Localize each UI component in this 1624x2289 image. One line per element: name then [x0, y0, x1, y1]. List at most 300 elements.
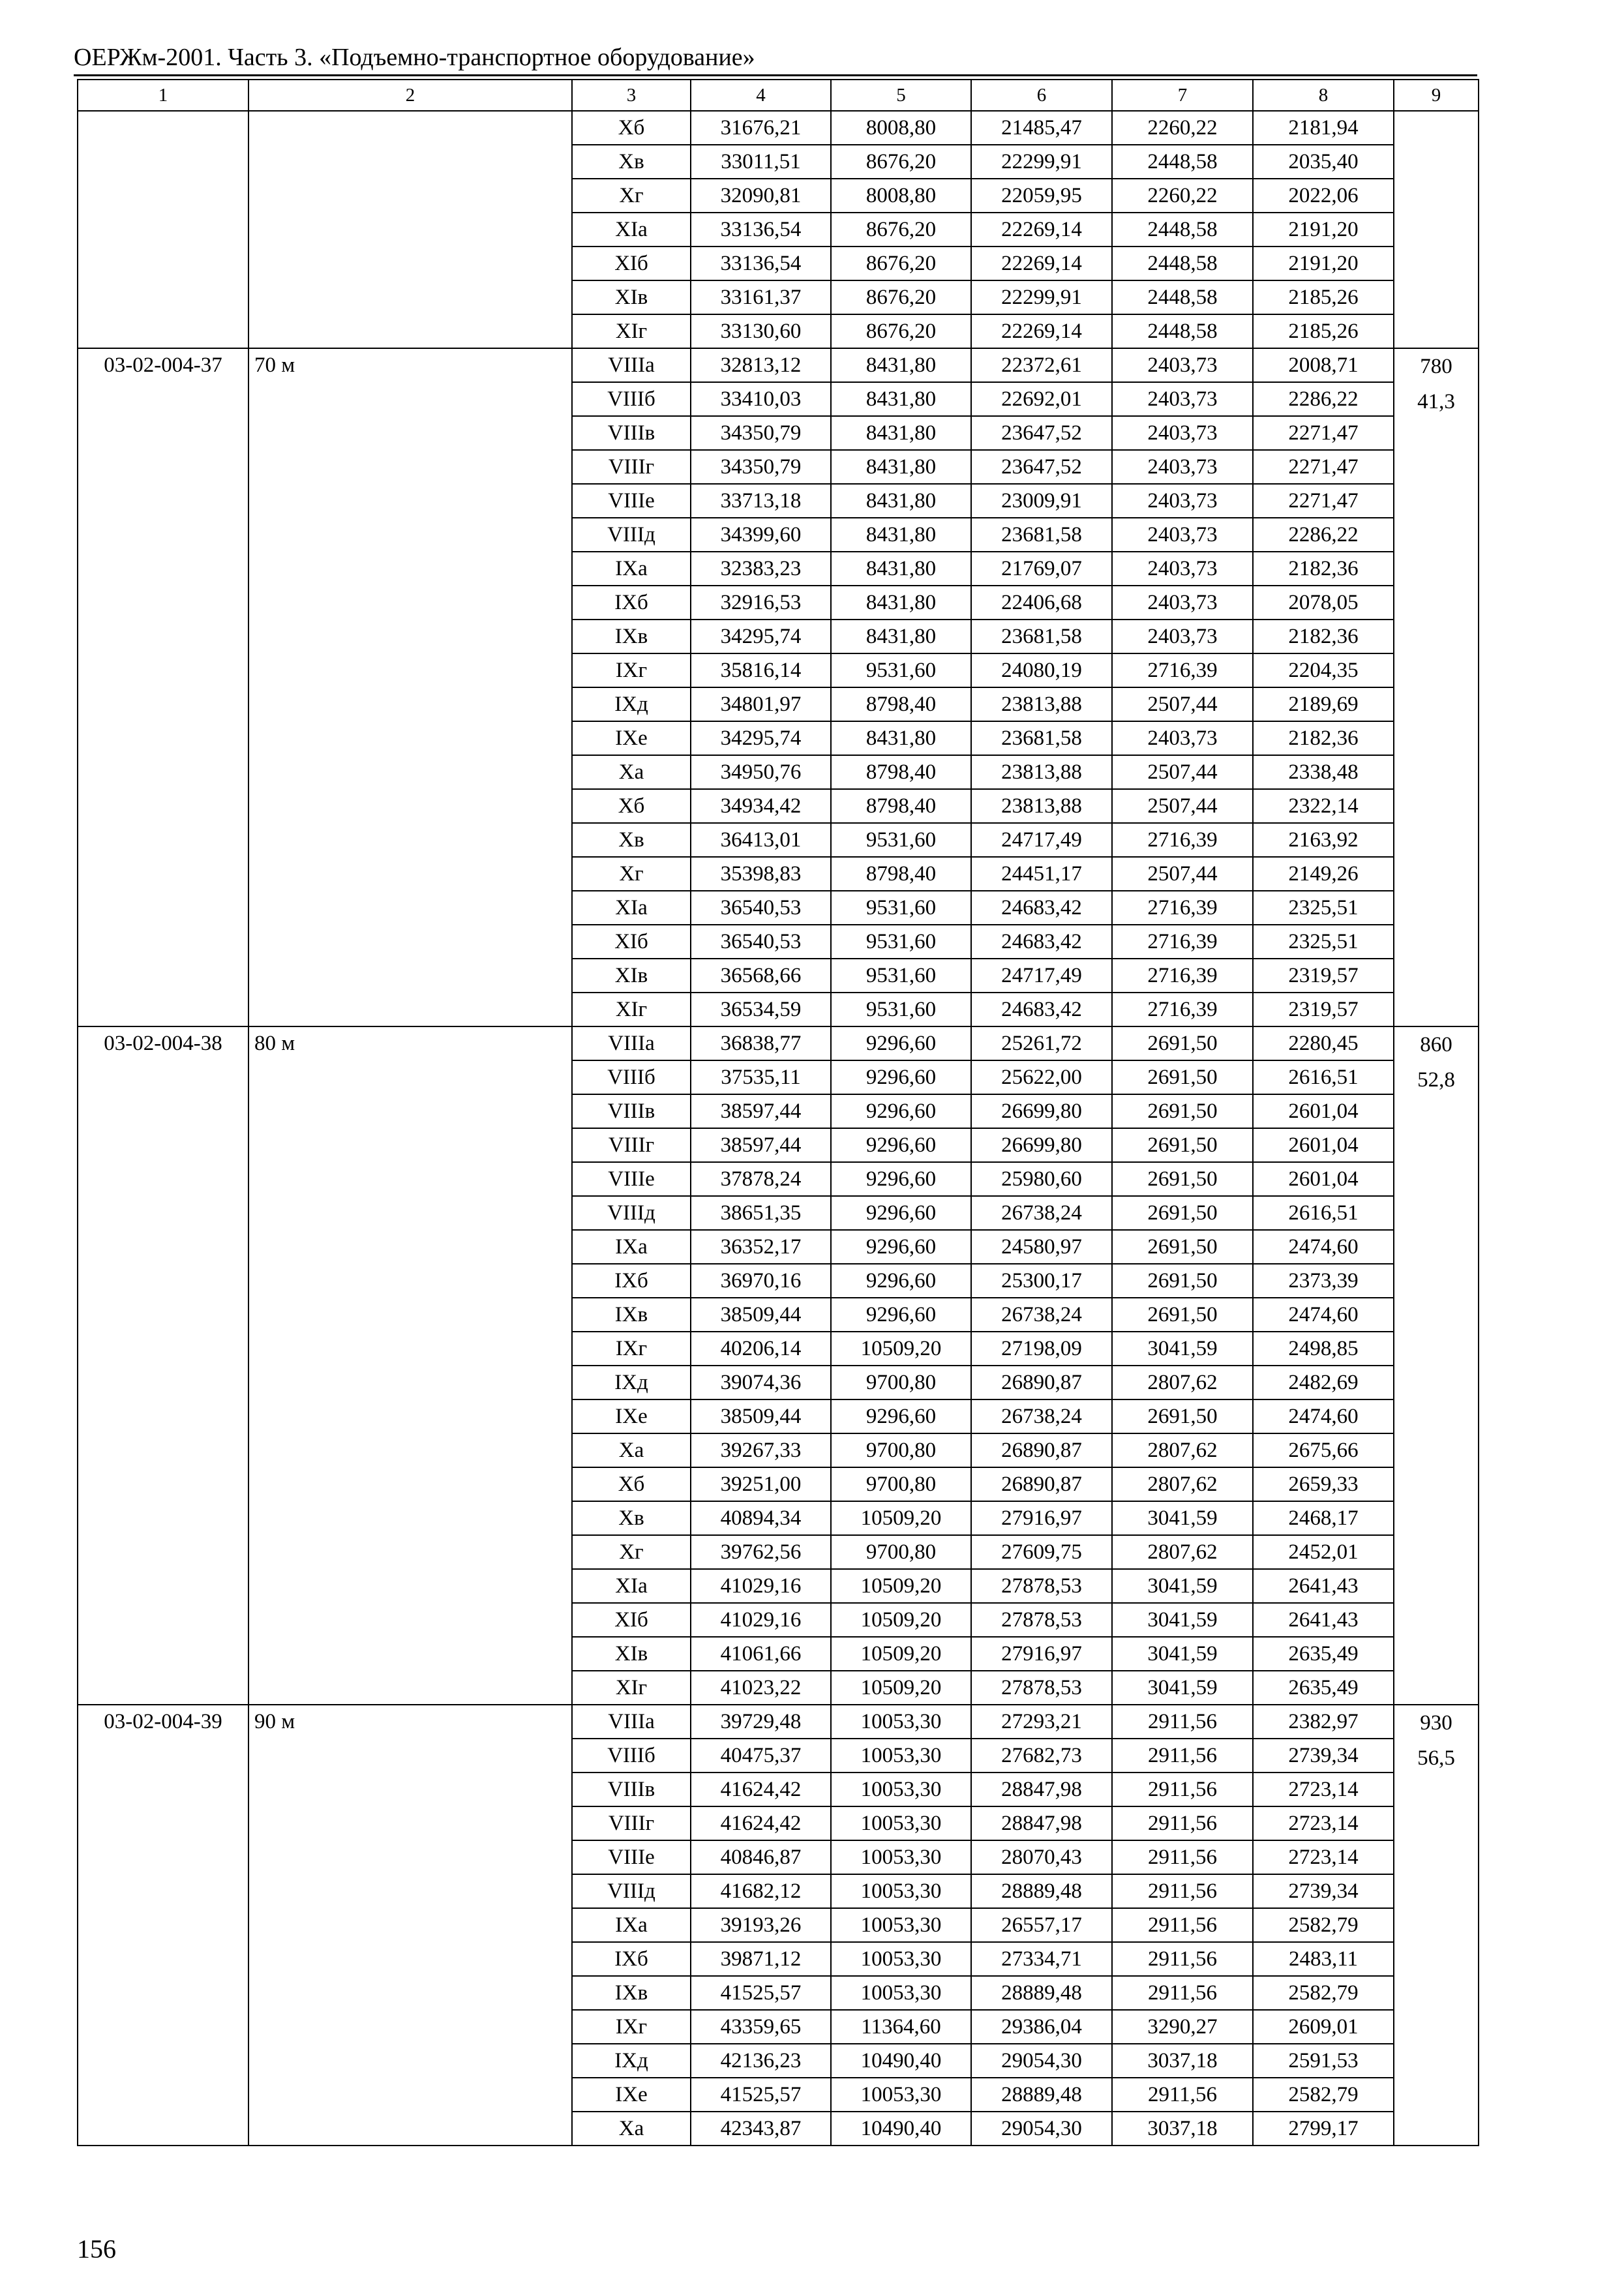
value-cell: 24683,42: [971, 993, 1112, 1026]
region-cell: IXг: [572, 1332, 691, 1366]
value-cell: 27916,97: [971, 1637, 1112, 1671]
value-cell: 41023,22: [691, 1671, 831, 1705]
region-cell: IXа: [572, 1908, 691, 1942]
value-cell: 2911,56: [1112, 1874, 1253, 1908]
value-cell: 28889,48: [971, 1976, 1112, 2010]
region-cell: VIIIд: [572, 1196, 691, 1230]
region-cell: IXд: [572, 1366, 691, 1399]
value-cell: 2452,01: [1253, 1535, 1394, 1569]
value-cell: 2403,73: [1112, 586, 1253, 620]
region-cell: XIб: [572, 925, 691, 959]
col9-cell: [1394, 348, 1479, 1026]
region-cell: VIIIг: [572, 450, 691, 484]
value-cell: 33130,60: [691, 314, 831, 348]
value-cell: 34350,79: [691, 416, 831, 450]
value-cell: 39251,00: [691, 1467, 831, 1501]
region-cell: IXе: [572, 721, 691, 755]
value-cell: 2403,73: [1112, 620, 1253, 653]
value-cell: 28889,48: [971, 1874, 1112, 1908]
region-cell: XIг: [572, 993, 691, 1026]
value-cell: 22692,01: [971, 382, 1112, 416]
param-cell: [248, 111, 572, 348]
column-number: 4: [691, 80, 831, 111]
value-cell: 41029,16: [691, 1603, 831, 1637]
value-cell: 42136,23: [691, 2044, 831, 2078]
col9-cell: [1394, 1026, 1479, 1705]
value-cell: 26890,87: [971, 1467, 1112, 1501]
value-cell: 3041,59: [1112, 1637, 1253, 1671]
value-cell: 8431,80: [831, 518, 971, 552]
value-cell: 2911,56: [1112, 1840, 1253, 1874]
value-cell: 33713,18: [691, 484, 831, 518]
value-cell: 2911,56: [1112, 1908, 1253, 1942]
value-cell: 34350,79: [691, 450, 831, 484]
value-cell: 9296,60: [831, 1162, 971, 1196]
value-cell: 9296,60: [831, 1264, 971, 1298]
value-cell: 21485,47: [971, 111, 1112, 145]
value-cell: 3290,27: [1112, 2010, 1253, 2044]
region-cell: VIIIе: [572, 484, 691, 518]
value-cell: 2635,49: [1253, 1671, 1394, 1705]
value-cell: 2448,58: [1112, 145, 1253, 179]
value-cell: 2483,11: [1253, 1942, 1394, 1976]
value-cell: 2373,39: [1253, 1264, 1394, 1298]
value-cell: 2723,14: [1253, 1806, 1394, 1840]
param-cell: 70 м: [248, 348, 572, 1026]
region-cell: VIIIе: [572, 1840, 691, 1874]
col9-value: 52,8: [1417, 1068, 1455, 1092]
value-cell: 2191,20: [1253, 213, 1394, 247]
value-cell: 2338,48: [1253, 755, 1394, 789]
value-cell: 24717,49: [971, 959, 1112, 993]
value-cell: 8676,20: [831, 145, 971, 179]
col9-stack: [1394, 1705, 1478, 1776]
region-cell: XIа: [572, 213, 691, 247]
value-cell: 39074,36: [691, 1366, 831, 1399]
value-cell: 2403,73: [1112, 450, 1253, 484]
col9-stack: [1394, 1027, 1478, 1098]
value-cell: 32090,81: [691, 179, 831, 213]
value-cell: 28070,43: [971, 1840, 1112, 1874]
value-cell: 29054,30: [971, 2044, 1112, 2078]
region-cell: Xв: [572, 145, 691, 179]
value-cell: 2641,43: [1253, 1603, 1394, 1637]
value-cell: 2716,39: [1112, 891, 1253, 925]
value-cell: 2807,62: [1112, 1467, 1253, 1501]
value-cell: 2149,26: [1253, 857, 1394, 891]
value-cell: 9531,60: [831, 993, 971, 1026]
region-cell: XIв: [572, 280, 691, 314]
region-cell: XIв: [572, 1637, 691, 1671]
value-cell: 38509,44: [691, 1399, 831, 1433]
value-cell: 2319,57: [1253, 993, 1394, 1026]
page-number: 156: [77, 2234, 116, 2264]
value-cell: 38651,35: [691, 1196, 831, 1230]
column-number: 8: [1253, 80, 1394, 111]
region-cell: XIг: [572, 1671, 691, 1705]
value-cell: 2641,43: [1253, 1569, 1394, 1603]
table-row: [78, 348, 1479, 382]
value-cell: 22269,14: [971, 314, 1112, 348]
region-cell: Xб: [572, 111, 691, 145]
value-cell: 34295,74: [691, 620, 831, 653]
value-cell: 22059,95: [971, 179, 1112, 213]
value-cell: 2286,22: [1253, 518, 1394, 552]
region-cell: VIIIг: [572, 1128, 691, 1162]
region-cell: XIа: [572, 1569, 691, 1603]
value-cell: 23009,91: [971, 484, 1112, 518]
value-cell: 28889,48: [971, 2078, 1112, 2112]
value-cell: 2507,44: [1112, 789, 1253, 823]
col9-value: 56,5: [1417, 1746, 1455, 1770]
value-cell: 25622,00: [971, 1060, 1112, 1094]
value-cell: 2911,56: [1112, 1773, 1253, 1806]
value-cell: 39267,33: [691, 1433, 831, 1467]
column-number: 7: [1112, 80, 1253, 111]
value-cell: 26738,24: [971, 1196, 1112, 1230]
table-body: [78, 80, 1479, 2146]
col9-cell: [1394, 111, 1479, 348]
value-cell: 24717,49: [971, 823, 1112, 857]
value-cell: 8008,80: [831, 111, 971, 145]
value-cell: 2474,60: [1253, 1230, 1394, 1264]
value-cell: 9700,80: [831, 1535, 971, 1569]
value-cell: 10509,20: [831, 1671, 971, 1705]
region-cell: VIIIв: [572, 416, 691, 450]
value-cell: 26890,87: [971, 1433, 1112, 1467]
value-cell: 2319,57: [1253, 959, 1394, 993]
value-cell: 10053,30: [831, 1874, 971, 1908]
value-cell: 8676,20: [831, 213, 971, 247]
column-number: 9: [1394, 80, 1479, 111]
value-cell: 2691,50: [1112, 1264, 1253, 1298]
value-cell: 10509,20: [831, 1332, 971, 1366]
value-cell: 2601,04: [1253, 1162, 1394, 1196]
value-cell: 2468,17: [1253, 1501, 1394, 1535]
region-cell: Xа: [572, 755, 691, 789]
value-cell: 26557,17: [971, 1908, 1112, 1942]
value-cell: 38509,44: [691, 1298, 831, 1332]
value-cell: 37878,24: [691, 1162, 831, 1196]
value-cell: 9296,60: [831, 1026, 971, 1060]
value-cell: 2382,97: [1253, 1705, 1394, 1739]
value-cell: 8676,20: [831, 314, 971, 348]
value-cell: 3041,59: [1112, 1332, 1253, 1366]
value-cell: 2078,05: [1253, 586, 1394, 620]
value-cell: 10053,30: [831, 1942, 971, 1976]
region-cell: Xв: [572, 1501, 691, 1535]
value-cell: 2474,60: [1253, 1399, 1394, 1433]
value-cell: 2189,69: [1253, 687, 1394, 721]
value-cell: 10053,30: [831, 1976, 971, 2010]
region-cell: IXд: [572, 2044, 691, 2078]
value-cell: 8798,40: [831, 755, 971, 789]
table-row: [78, 111, 1479, 145]
value-cell: 8431,80: [831, 450, 971, 484]
region-cell: Xа: [572, 2112, 691, 2146]
value-cell: 2403,73: [1112, 721, 1253, 755]
value-cell: 33136,54: [691, 247, 831, 280]
value-cell: 25300,17: [971, 1264, 1112, 1298]
value-cell: 36540,53: [691, 925, 831, 959]
region-cell: IXа: [572, 552, 691, 586]
value-cell: 23647,52: [971, 450, 1112, 484]
value-cell: 2659,33: [1253, 1467, 1394, 1501]
value-cell: 23681,58: [971, 721, 1112, 755]
value-cell: 41682,12: [691, 1874, 831, 1908]
value-cell: 2807,62: [1112, 1366, 1253, 1399]
value-cell: 23813,88: [971, 755, 1112, 789]
value-cell: 37535,11: [691, 1060, 831, 1094]
value-cell: 9700,80: [831, 1433, 971, 1467]
region-cell: Xг: [572, 1535, 691, 1569]
rate-code-cell: 03-02-004-39: [78, 1705, 248, 2146]
value-cell: 35398,83: [691, 857, 831, 891]
value-cell: 8798,40: [831, 857, 971, 891]
value-cell: 25261,72: [971, 1026, 1112, 1060]
value-cell: 8008,80: [831, 179, 971, 213]
region-cell: IXв: [572, 620, 691, 653]
value-cell: 2911,56: [1112, 1739, 1253, 1773]
value-cell: 40475,37: [691, 1739, 831, 1773]
value-cell: 2474,60: [1253, 1298, 1394, 1332]
value-cell: 42343,87: [691, 2112, 831, 2146]
value-cell: 23681,58: [971, 518, 1112, 552]
region-cell: VIIIд: [572, 518, 691, 552]
value-cell: 2322,14: [1253, 789, 1394, 823]
value-cell: 8431,80: [831, 416, 971, 450]
value-cell: 2204,35: [1253, 653, 1394, 687]
value-cell: 2716,39: [1112, 959, 1253, 993]
value-cell: 23813,88: [971, 789, 1112, 823]
value-cell: 2716,39: [1112, 823, 1253, 857]
value-cell: 24580,97: [971, 1230, 1112, 1264]
value-cell: 2448,58: [1112, 314, 1253, 348]
value-cell: 2182,36: [1253, 620, 1394, 653]
region-cell: Xг: [572, 857, 691, 891]
value-cell: 2325,51: [1253, 925, 1394, 959]
region-cell: VIIIв: [572, 1773, 691, 1806]
value-cell: 10053,30: [831, 1739, 971, 1773]
value-cell: 34934,42: [691, 789, 831, 823]
value-cell: 2609,01: [1253, 2010, 1394, 2044]
value-cell: 27334,71: [971, 1942, 1112, 1976]
value-cell: 2403,73: [1112, 382, 1253, 416]
value-cell: 21769,07: [971, 552, 1112, 586]
value-cell: 2616,51: [1253, 1060, 1394, 1094]
value-cell: 10053,30: [831, 1705, 971, 1739]
value-cell: 2163,92: [1253, 823, 1394, 857]
value-cell: 26738,24: [971, 1298, 1112, 1332]
value-cell: 39762,56: [691, 1535, 831, 1569]
value-cell: 2591,53: [1253, 2044, 1394, 2078]
value-cell: 10509,20: [831, 1569, 971, 1603]
value-cell: 33161,37: [691, 280, 831, 314]
region-cell: IXе: [572, 2078, 691, 2112]
value-cell: 29386,04: [971, 2010, 1112, 2044]
value-cell: 2691,50: [1112, 1399, 1253, 1433]
value-cell: 2182,36: [1253, 552, 1394, 586]
value-cell: 2691,50: [1112, 1094, 1253, 1128]
value-cell: 9531,60: [831, 823, 971, 857]
col9-value: 930: [1420, 1711, 1452, 1735]
region-cell: IXг: [572, 653, 691, 687]
value-cell: 41061,66: [691, 1637, 831, 1671]
value-cell: 3037,18: [1112, 2112, 1253, 2146]
value-cell: 2403,73: [1112, 416, 1253, 450]
column-number: 5: [831, 80, 971, 111]
value-cell: 2271,47: [1253, 450, 1394, 484]
value-cell: 2286,22: [1253, 382, 1394, 416]
region-cell: VIIIб: [572, 1739, 691, 1773]
value-cell: 24683,42: [971, 925, 1112, 959]
value-cell: 2911,56: [1112, 1705, 1253, 1739]
value-cell: 2403,73: [1112, 518, 1253, 552]
value-cell: 8431,80: [831, 620, 971, 653]
value-cell: 29054,30: [971, 2112, 1112, 2146]
value-cell: 2691,50: [1112, 1128, 1253, 1162]
value-cell: 27609,75: [971, 1535, 1112, 1569]
value-cell: 22299,91: [971, 145, 1112, 179]
value-cell: 2448,58: [1112, 280, 1253, 314]
value-cell: 35816,14: [691, 653, 831, 687]
value-cell: 2448,58: [1112, 213, 1253, 247]
value-cell: 2601,04: [1253, 1094, 1394, 1128]
region-cell: VIIIа: [572, 1026, 691, 1060]
value-cell: 2582,79: [1253, 1908, 1394, 1942]
col9-stack: [1394, 349, 1478, 419]
value-cell: 10053,30: [831, 1773, 971, 1806]
value-cell: 34801,97: [691, 687, 831, 721]
value-cell: 2182,36: [1253, 721, 1394, 755]
value-cell: 33410,03: [691, 382, 831, 416]
value-cell: 36568,66: [691, 959, 831, 993]
column-number: 3: [572, 80, 691, 111]
value-cell: 2507,44: [1112, 755, 1253, 789]
value-cell: 10509,20: [831, 1603, 971, 1637]
value-cell: 3037,18: [1112, 2044, 1253, 2078]
region-cell: VIIIб: [572, 382, 691, 416]
value-cell: 36413,01: [691, 823, 831, 857]
value-cell: 24451,17: [971, 857, 1112, 891]
value-cell: 9531,60: [831, 891, 971, 925]
value-cell: 40846,87: [691, 1840, 831, 1874]
region-cell: VIIIв: [572, 1094, 691, 1128]
value-cell: 8431,80: [831, 586, 971, 620]
value-cell: 34295,74: [691, 721, 831, 755]
region-cell: XIа: [572, 891, 691, 925]
value-cell: 22269,14: [971, 247, 1112, 280]
value-cell: 3041,59: [1112, 1569, 1253, 1603]
value-cell: 2448,58: [1112, 247, 1253, 280]
value-cell: 31676,21: [691, 111, 831, 145]
value-cell: 24080,19: [971, 653, 1112, 687]
value-cell: 28847,98: [971, 1806, 1112, 1840]
value-cell: 2716,39: [1112, 993, 1253, 1026]
value-cell: 2191,20: [1253, 247, 1394, 280]
value-cell: 10053,30: [831, 1840, 971, 1874]
value-cell: 41525,57: [691, 2078, 831, 2112]
value-cell: 2582,79: [1253, 2078, 1394, 2112]
value-cell: 23647,52: [971, 416, 1112, 450]
col9-value: 780: [1420, 355, 1452, 378]
value-cell: 9296,60: [831, 1128, 971, 1162]
value-cell: 2482,69: [1253, 1366, 1394, 1399]
value-cell: 36534,59: [691, 993, 831, 1026]
value-cell: 41624,42: [691, 1806, 831, 1840]
value-cell: 27878,53: [971, 1569, 1112, 1603]
value-cell: 2185,26: [1253, 280, 1394, 314]
region-cell: Xа: [572, 1433, 691, 1467]
value-cell: 22372,61: [971, 348, 1112, 382]
value-cell: 2271,47: [1253, 416, 1394, 450]
rate-code-cell: [78, 111, 248, 348]
value-cell: 3041,59: [1112, 1501, 1253, 1535]
value-cell: 8431,80: [831, 348, 971, 382]
value-cell: 2911,56: [1112, 1806, 1253, 1840]
value-cell: 32813,12: [691, 348, 831, 382]
value-cell: 2185,26: [1253, 314, 1394, 348]
column-number: 1: [78, 80, 248, 111]
value-cell: 8431,80: [831, 382, 971, 416]
value-cell: 36838,77: [691, 1026, 831, 1060]
value-cell: 2723,14: [1253, 1840, 1394, 1874]
value-cell: 8431,80: [831, 721, 971, 755]
value-cell: 2507,44: [1112, 687, 1253, 721]
value-cell: 2008,71: [1253, 348, 1394, 382]
value-cell: 26890,87: [971, 1366, 1112, 1399]
value-cell: 2911,56: [1112, 1976, 1253, 2010]
region-cell: Xг: [572, 179, 691, 213]
value-cell: 10053,30: [831, 2078, 971, 2112]
value-cell: 10053,30: [831, 1806, 971, 1840]
value-cell: 2403,73: [1112, 552, 1253, 586]
region-cell: IXд: [572, 687, 691, 721]
value-cell: 2716,39: [1112, 653, 1253, 687]
value-cell: 9296,60: [831, 1060, 971, 1094]
value-cell: 27198,09: [971, 1332, 1112, 1366]
value-cell: 27878,53: [971, 1671, 1112, 1705]
region-cell: VIIIа: [572, 348, 691, 382]
region-cell: IXг: [572, 2010, 691, 2044]
value-cell: 2260,22: [1112, 179, 1253, 213]
value-cell: 10490,40: [831, 2112, 971, 2146]
column-number: 2: [248, 80, 572, 111]
value-cell: 41029,16: [691, 1569, 831, 1603]
value-cell: 2181,94: [1253, 111, 1394, 145]
region-cell: Xб: [572, 789, 691, 823]
value-cell: 27682,73: [971, 1739, 1112, 1773]
region-cell: XIв: [572, 959, 691, 993]
col9-value: 860: [1420, 1033, 1452, 1056]
rate-code-cell: 03-02-004-38: [78, 1026, 248, 1705]
col9-cell: [1394, 1705, 1479, 2146]
region-cell: IXв: [572, 1298, 691, 1332]
rate-code-cell: 03-02-004-37: [78, 348, 248, 1026]
region-cell: VIIIб: [572, 1060, 691, 1094]
value-cell: 3041,59: [1112, 1603, 1253, 1637]
region-cell: IXе: [572, 1399, 691, 1433]
value-cell: 2691,50: [1112, 1298, 1253, 1332]
value-cell: 23681,58: [971, 620, 1112, 653]
value-cell: 2691,50: [1112, 1230, 1253, 1264]
value-cell: 2280,45: [1253, 1026, 1394, 1060]
page-header-title: ОЕРЖм-2001. Часть 3. «Подъемно-транспортное оборудование»: [74, 44, 755, 71]
value-cell: 22269,14: [971, 213, 1112, 247]
value-cell: 2739,34: [1253, 1874, 1394, 1908]
value-cell: 9296,60: [831, 1196, 971, 1230]
value-cell: 24683,42: [971, 891, 1112, 925]
